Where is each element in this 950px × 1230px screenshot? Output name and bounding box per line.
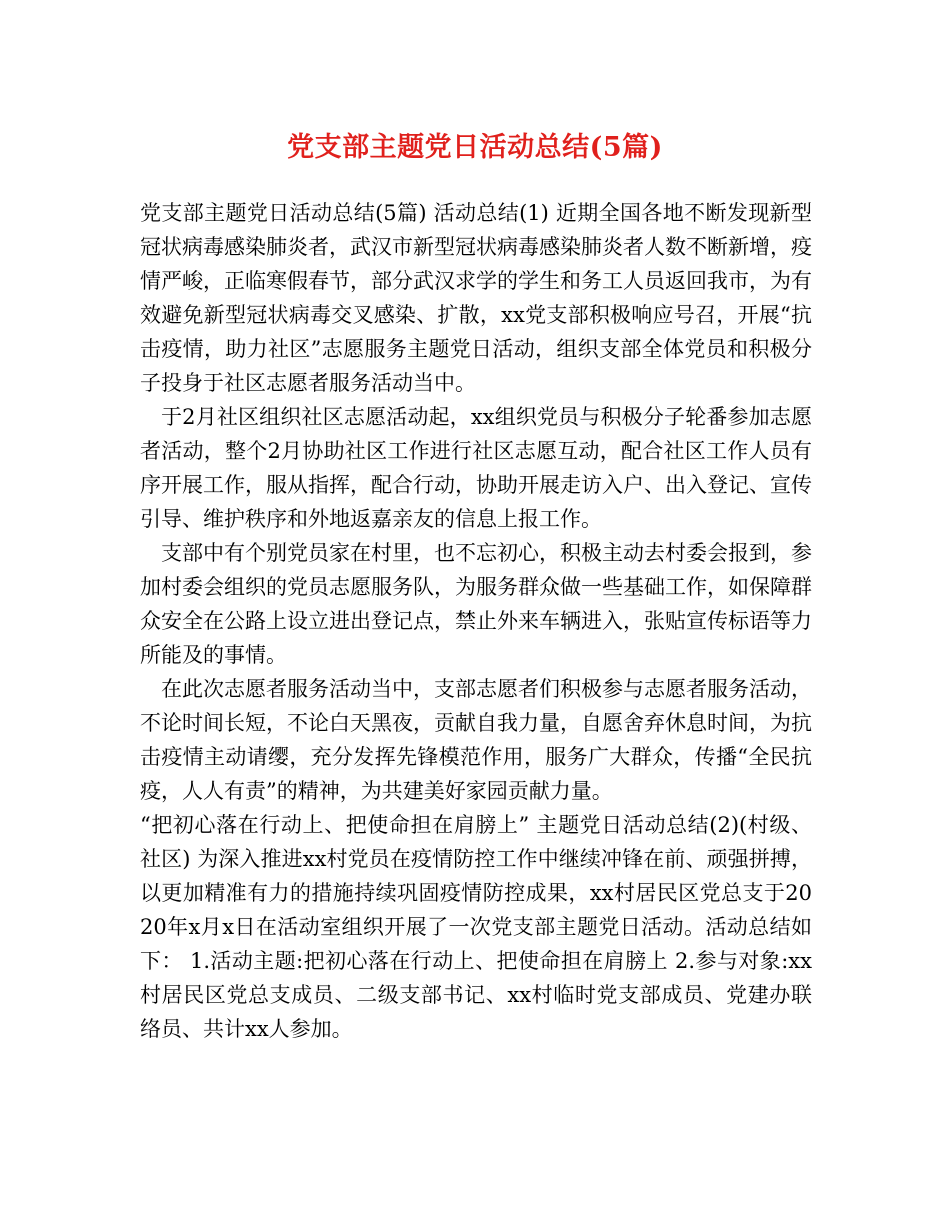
paragraph-3: 支部中有个别党员家在村里，也不忘初心，积极主动去村委会报到，参加村委会组织的党员志愿服务队，为服务群众做一些基础工作，如保障群众安全在公路上设立进出登记点，禁止外来车辆进入，张贴宣传标语等力所能及的事情。 — [140, 541, 812, 667]
paragraph-1: 党支部主题党日活动总结(5篇) 活动总结(1) 近期全国各地不断发现新型冠状病毒感染肺炎者，武汉市新型冠状病毒感染肺炎者人数不断新增，疫情严峻，正临寒假春节，部分武汉求学的学生和务工人员返回我市，为有效避免新型冠状病毒交叉感染、扩散，xx党支部积极响应号召，开展“抗击疫情，助力社区”志愿服务主题党日活动，组织支部全体党员和积极分子投身于社区志愿者服务活动当中。 — [140, 201, 812, 395]
paragraph-5: “把初心落在行动上、把使命担在肩膀上” 主题党日活动总结(2)(村级、社区) 为深入推进xx村党员在疫情防控工作中继续冲锋在前、顽强拼搏，以更加精准有力的措施持续巩固疫情防控成果，xx村居民区党总支于2020年x月x日在活动室组织开展了一次党支部主题党日活动。活动总结如下： 1.活动主题:把初心落在行动上、把使命担在肩膀上 2.参与对象:xx村居民区党总支成员、二级支部书记、xx村临时党支部成员、党建办联络员、共计xx人参加。 — [140, 813, 812, 1041]
document-title: 党支部主题党日活动总结(5篇) — [287, 132, 663, 163]
paragraph-4: 在此次志愿者服务活动当中，支部志愿者们积极参与志愿者服务活动，不论时间长短，不论白天黑夜，贡献自我力量，自愿舍弃休息时间，为抗击疫情主动请缨，充分发挥先锋模范作用，服务广大群众，传播“全民抗疫，人人有责”的精神，为共建美好家园贡献力量。 — [140, 677, 812, 803]
paragraph-2: 于2月社区组织社区志愿活动起，xx组织党员与积极分子轮番参加志愿者活动，整个2月协助社区工作进行社区志愿互动，配合社区工作人员有序开展工作，服从指挥，配合行动，协助开展走访入户、出入登记、宣传引导、维护秩序和外地返嘉亲友的信息上报工作。 — [140, 405, 812, 531]
document-body — [140, 196, 812, 1046]
